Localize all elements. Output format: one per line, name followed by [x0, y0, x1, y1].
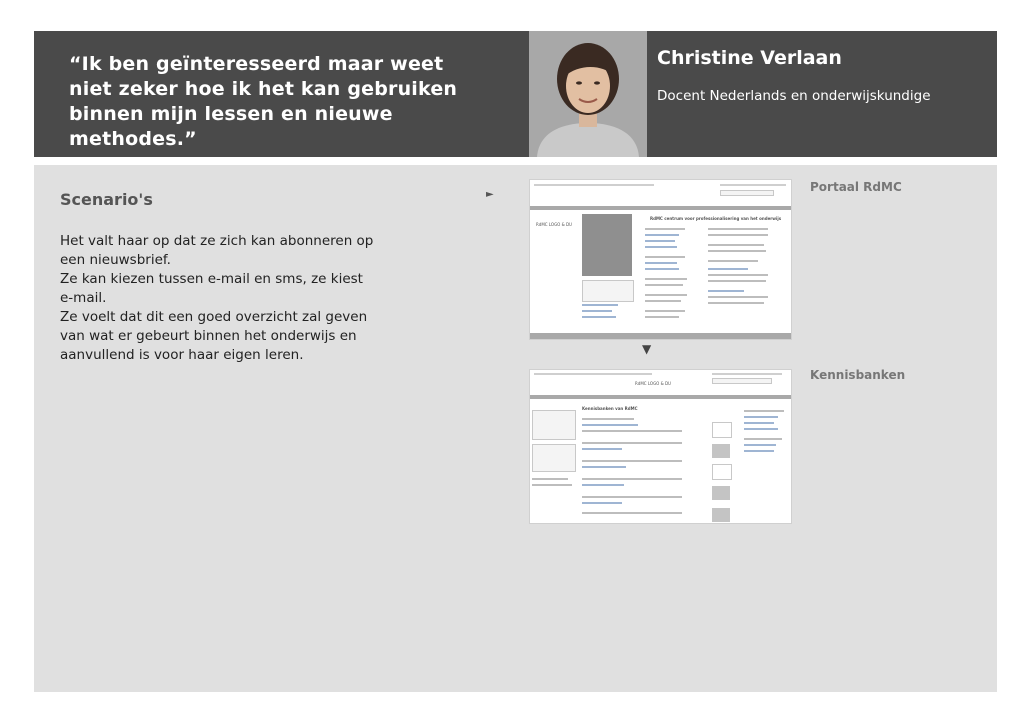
scenario-line: Het valt haar op dat ze zich kan abonneren op een nieuwsbrief. [60, 233, 374, 268]
scenario-panel [34, 165, 997, 692]
scenario-description [60, 232, 380, 365]
persona-photo [529, 31, 647, 157]
kb-heading: Kennisbanken van RdMC [582, 406, 638, 411]
kb-label: Kennisbanken [810, 368, 906, 382]
persona-role: Docent Nederlands en onderwijskundige [657, 88, 931, 104]
persona-portrait-image [529, 31, 647, 157]
persona-header [34, 31, 997, 157]
portal-heading: RdMC centrum voor professionalisering van het onderwijs [650, 216, 782, 221]
scenario-title: Scenario's [60, 190, 153, 209]
kb-logo: RdMC LOGO & DU [635, 381, 671, 386]
persona-quote: “Ik ben geïnteresseerd maar weet niet zeker hoe ik het kan gebruiken binnen mijn lessen en nieuwe methodes.” [69, 53, 458, 150]
scenario-line: Ze voelt dat dit een goed overzicht zal geven van wat er gebeurt binnen het onderwijs en aanvullend is voor haar eigen leren. [60, 309, 368, 363]
triangle-down-icon: ▼ [642, 342, 652, 356]
persona-name: Christine Verlaan [657, 47, 842, 69]
portal-label: Portaal RdMC [810, 180, 902, 194]
knowledge-base-screenshot-thumbnail [529, 369, 792, 524]
portal-screenshot-thumbnail [529, 179, 792, 340]
portal-logo: RdMC LOGO & DU [536, 222, 572, 227]
triangle-right-icon: ► [486, 189, 494, 200]
scenario-line: Ze kan kiezen tussen e-mail en sms, ze kiest e-mail. [60, 271, 363, 306]
portal-photo-image [582, 214, 632, 276]
